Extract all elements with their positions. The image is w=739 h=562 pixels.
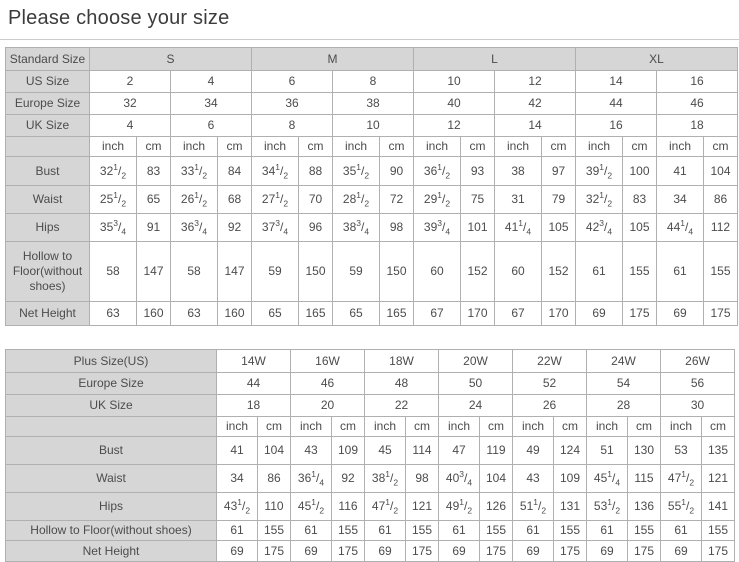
value-cell: inch <box>414 137 461 157</box>
value-cell: 83 <box>137 157 171 186</box>
value-cell: 6 <box>171 115 252 137</box>
value-cell: $35^1/_2$ <box>333 157 380 186</box>
value-cell: $36^3/_4$ <box>171 214 218 242</box>
value-cell: $27^1/_2$ <box>252 186 299 214</box>
value-cell: 16 <box>657 71 738 93</box>
table-row <box>6 157 738 186</box>
header-cell <box>6 137 90 157</box>
value-cell: 170 <box>461 302 495 326</box>
header-cell: Net Height <box>6 302 90 326</box>
value-cell: 61 <box>439 521 480 541</box>
value-cell: 67 <box>495 302 542 326</box>
value-cell: 52 <box>513 373 587 395</box>
value-cell: cm <box>218 137 252 157</box>
value-cell: 63 <box>90 302 137 326</box>
table-row <box>6 48 738 71</box>
value-cell: 98 <box>406 465 439 493</box>
value-cell: $51^1/_2$ <box>513 493 554 521</box>
value-cell: cm <box>702 417 735 437</box>
table-row <box>6 465 735 493</box>
value-cell: $43^1/_2$ <box>217 493 258 521</box>
header-cell: Waist <box>6 186 90 214</box>
value-cell: $53^1/_2$ <box>587 493 628 521</box>
header-cell: Bust <box>6 437 217 465</box>
value-cell: 69 <box>439 541 480 562</box>
value-cell: 40 <box>414 93 495 115</box>
value-cell: cm <box>461 137 495 157</box>
value-cell: 98 <box>380 214 414 242</box>
value-cell: 150 <box>380 242 414 302</box>
value-cell: 155 <box>623 242 657 302</box>
value-cell: 86 <box>258 465 291 493</box>
value-cell: 6 <box>252 71 333 93</box>
value-cell: 38 <box>495 157 542 186</box>
header-cell: Hollow to Floor(without shoes) <box>6 521 217 541</box>
table-row <box>6 115 738 137</box>
value-cell: 155 <box>258 521 291 541</box>
value-cell: 63 <box>171 302 218 326</box>
value-cell: 69 <box>365 541 406 562</box>
value-cell: 38 <box>333 93 414 115</box>
value-cell: 147 <box>218 242 252 302</box>
value-cell: $29^1/_2$ <box>414 186 461 214</box>
value-cell: 58 <box>171 242 218 302</box>
value-cell: inch <box>657 137 704 157</box>
value-cell: 104 <box>704 157 738 186</box>
value-cell: 69 <box>661 541 702 562</box>
value-cell: cm <box>542 137 576 157</box>
value-cell: 83 <box>623 186 657 214</box>
value-cell: $28^1/_2$ <box>333 186 380 214</box>
value-cell: cm <box>258 417 291 437</box>
value-cell: 79 <box>542 186 576 214</box>
value-cell: 92 <box>332 465 365 493</box>
value-cell: $37^3/_4$ <box>252 214 299 242</box>
plus-size-table-container <box>5 349 739 562</box>
header-cell: Net Height <box>6 541 217 562</box>
value-cell: 97 <box>542 157 576 186</box>
value-cell: 170 <box>542 302 576 326</box>
value-cell: 147 <box>137 242 171 302</box>
value-cell: 155 <box>554 521 587 541</box>
value-cell: 45 <box>365 437 406 465</box>
value-cell: 18 <box>217 395 291 417</box>
value-cell: $32^1/_2$ <box>90 157 137 186</box>
value-cell: 34 <box>657 186 704 214</box>
value-cell: 90 <box>380 157 414 186</box>
value-cell: 10 <box>414 71 495 93</box>
value-cell: 136 <box>628 493 661 521</box>
value-cell: cm <box>137 137 171 157</box>
value-cell: cm <box>554 417 587 437</box>
value-cell: $44^1/_4$ <box>657 214 704 242</box>
value-cell: 61 <box>587 521 628 541</box>
value-cell: 155 <box>628 521 661 541</box>
value-cell: 101 <box>461 214 495 242</box>
header-cell: Plus Size(US) <box>6 350 217 373</box>
header-cell: UK Size <box>6 115 90 137</box>
value-cell: $49^1/_2$ <box>439 493 480 521</box>
value-cell: cm <box>704 137 738 157</box>
value-cell: 41 <box>217 437 258 465</box>
value-cell: $36^1/_2$ <box>414 157 461 186</box>
header-cell: Waist <box>6 465 217 493</box>
value-cell: 44 <box>576 93 657 115</box>
value-cell: inch <box>439 417 480 437</box>
plus-size-table <box>5 349 735 562</box>
value-cell: 100 <box>623 157 657 186</box>
value-cell: 96 <box>299 214 333 242</box>
value-cell: 105 <box>542 214 576 242</box>
value-cell: 68 <box>218 186 252 214</box>
value-cell: inch <box>587 417 628 437</box>
value-cell: inch <box>291 417 332 437</box>
value-cell: 44 <box>217 373 291 395</box>
value-cell: 43 <box>513 465 554 493</box>
value-cell: 152 <box>542 242 576 302</box>
value-cell: 20W <box>439 350 513 373</box>
value-cell: 10 <box>333 115 414 137</box>
value-cell: $39^3/_4$ <box>414 214 461 242</box>
value-cell: 61 <box>513 521 554 541</box>
value-cell: 175 <box>554 541 587 562</box>
value-cell: 92 <box>218 214 252 242</box>
value-cell: $36^1/_4$ <box>291 465 332 493</box>
value-cell: 84 <box>218 157 252 186</box>
standard-size-table <box>5 47 738 326</box>
value-cell: 130 <box>628 437 661 465</box>
table-row <box>6 521 735 541</box>
table-row <box>6 373 735 395</box>
header-cell: Europe Size <box>6 373 217 395</box>
header-cell: Hollow to Floor(without shoes) <box>6 242 90 302</box>
value-cell: $45^1/_2$ <box>291 493 332 521</box>
value-cell: 175 <box>406 541 439 562</box>
value-cell: 110 <box>258 493 291 521</box>
value-cell: 18 <box>657 115 738 137</box>
value-cell: 34 <box>171 93 252 115</box>
value-cell: $41^1/_4$ <box>495 214 542 242</box>
value-cell: 59 <box>252 242 299 302</box>
value-cell: 42 <box>495 93 576 115</box>
value-cell: 26W <box>661 350 735 373</box>
value-cell: 75 <box>461 186 495 214</box>
table-row <box>6 137 738 157</box>
value-cell: 14 <box>576 71 657 93</box>
value-cell: 67 <box>414 302 461 326</box>
value-cell: 124 <box>554 437 587 465</box>
header-cell: XL <box>576 48 738 71</box>
value-cell: 152 <box>461 242 495 302</box>
value-cell: 22W <box>513 350 587 373</box>
value-cell: 20 <box>291 395 365 417</box>
value-cell: 34 <box>217 465 258 493</box>
value-cell: 12 <box>414 115 495 137</box>
value-cell: $40^3/_4$ <box>439 465 480 493</box>
value-cell: 32 <box>90 93 171 115</box>
value-cell: $39^1/_2$ <box>576 157 623 186</box>
value-cell: 51 <box>587 437 628 465</box>
value-cell: 69 <box>587 541 628 562</box>
value-cell: 50 <box>439 373 513 395</box>
value-cell: 53 <box>661 437 702 465</box>
value-cell: 8 <box>333 71 414 93</box>
value-cell: 60 <box>414 242 461 302</box>
value-cell: inch <box>365 417 406 437</box>
table-row <box>6 186 738 214</box>
value-cell: 165 <box>380 302 414 326</box>
table-row <box>6 242 738 302</box>
value-cell: 61 <box>661 521 702 541</box>
table-row <box>6 417 735 437</box>
header-cell: US Size <box>6 71 90 93</box>
value-cell: 175 <box>258 541 291 562</box>
header-cell: Europe Size <box>6 93 90 115</box>
value-cell: 30 <box>661 395 735 417</box>
table-row <box>6 350 735 373</box>
value-cell: 109 <box>332 437 365 465</box>
value-cell: $26^1/_2$ <box>171 186 218 214</box>
value-cell: 48 <box>365 373 439 395</box>
value-cell: 60 <box>495 242 542 302</box>
value-cell: 18W <box>365 350 439 373</box>
value-cell: 24 <box>439 395 513 417</box>
value-cell: $45^1/_4$ <box>587 465 628 493</box>
value-cell: 49 <box>513 437 554 465</box>
value-cell: 4 <box>171 71 252 93</box>
value-cell: 2 <box>90 71 171 93</box>
value-cell: cm <box>623 137 657 157</box>
table-row <box>6 493 735 521</box>
value-cell: 88 <box>299 157 333 186</box>
value-cell: cm <box>480 417 513 437</box>
value-cell: 14 <box>495 115 576 137</box>
value-cell: $42^3/_4$ <box>576 214 623 242</box>
value-cell: 91 <box>137 214 171 242</box>
value-cell: 36 <box>252 93 333 115</box>
value-cell: 41 <box>657 157 704 186</box>
value-cell: 175 <box>704 302 738 326</box>
value-cell: 150 <box>299 242 333 302</box>
value-cell: 58 <box>90 242 137 302</box>
value-cell: 155 <box>704 242 738 302</box>
value-cell: 126 <box>480 493 513 521</box>
value-cell: inch <box>576 137 623 157</box>
page-title: Please choose your size <box>8 7 230 29</box>
value-cell: 155 <box>332 521 365 541</box>
header-cell: L <box>414 48 576 71</box>
value-cell: 28 <box>587 395 661 417</box>
value-cell: 109 <box>554 465 587 493</box>
value-cell: 46 <box>291 373 365 395</box>
value-cell: 160 <box>218 302 252 326</box>
value-cell: 69 <box>513 541 554 562</box>
value-cell: $38^1/_2$ <box>365 465 406 493</box>
value-cell: 116 <box>332 493 365 521</box>
value-cell: 47 <box>439 437 480 465</box>
value-cell: 61 <box>217 521 258 541</box>
value-cell: 155 <box>406 521 439 541</box>
header-cell <box>6 417 217 437</box>
value-cell: 121 <box>406 493 439 521</box>
header-cell: Standard Size <box>6 48 90 71</box>
value-cell: 26 <box>513 395 587 417</box>
value-cell: 69 <box>291 541 332 562</box>
value-cell: $47^1/_2$ <box>365 493 406 521</box>
value-cell: 24W <box>587 350 661 373</box>
value-cell: inch <box>333 137 380 157</box>
value-cell: cm <box>332 417 365 437</box>
value-cell: 65 <box>252 302 299 326</box>
value-cell: 59 <box>333 242 380 302</box>
header-cell: UK Size <box>6 395 217 417</box>
value-cell: $33^1/_2$ <box>171 157 218 186</box>
header-cell: Hips <box>6 493 217 521</box>
value-cell: 61 <box>657 242 704 302</box>
value-cell: inch <box>495 137 542 157</box>
value-cell: 8 <box>252 115 333 137</box>
value-cell: 61 <box>576 242 623 302</box>
value-cell: $35^3/_4$ <box>90 214 137 242</box>
value-cell: cm <box>299 137 333 157</box>
value-cell: 119 <box>480 437 513 465</box>
value-cell: 43 <box>291 437 332 465</box>
value-cell: 65 <box>333 302 380 326</box>
value-cell: 31 <box>495 186 542 214</box>
value-cell: $38^3/_4$ <box>333 214 380 242</box>
value-cell: $55^1/_2$ <box>661 493 702 521</box>
value-cell: 105 <box>623 214 657 242</box>
header-cell: M <box>252 48 414 71</box>
value-cell: $47^1/_2$ <box>661 465 702 493</box>
value-cell: 16W <box>291 350 365 373</box>
value-cell: 104 <box>258 437 291 465</box>
value-cell: 4 <box>90 115 171 137</box>
title-divider <box>0 39 739 40</box>
value-cell: 175 <box>623 302 657 326</box>
value-cell: 46 <box>657 93 738 115</box>
value-cell: cm <box>628 417 661 437</box>
value-cell: 112 <box>704 214 738 242</box>
value-cell: 22 <box>365 395 439 417</box>
table-row <box>6 214 738 242</box>
value-cell: 160 <box>137 302 171 326</box>
header-cell: Bust <box>6 157 90 186</box>
value-cell: 141 <box>702 493 735 521</box>
value-cell: 165 <box>299 302 333 326</box>
value-cell: $32^1/_2$ <box>576 186 623 214</box>
value-cell: 114 <box>406 437 439 465</box>
value-cell: 175 <box>332 541 365 562</box>
value-cell: 135 <box>702 437 735 465</box>
standard-size-table-container <box>5 47 739 326</box>
value-cell: 72 <box>380 186 414 214</box>
value-cell: inch <box>217 417 258 437</box>
table-row <box>6 71 738 93</box>
value-cell: inch <box>252 137 299 157</box>
value-cell: 12 <box>495 71 576 93</box>
value-cell: 65 <box>137 186 171 214</box>
header-cell: S <box>90 48 252 71</box>
value-cell: $25^1/_2$ <box>90 186 137 214</box>
value-cell: 175 <box>628 541 661 562</box>
value-cell: 69 <box>576 302 623 326</box>
value-cell: inch <box>90 137 137 157</box>
table-row <box>6 93 738 115</box>
value-cell: $34^1/_2$ <box>252 157 299 186</box>
value-cell: 155 <box>702 521 735 541</box>
value-cell: cm <box>406 417 439 437</box>
value-cell: inch <box>171 137 218 157</box>
value-cell: 69 <box>657 302 704 326</box>
value-cell: 70 <box>299 186 333 214</box>
value-cell: 16 <box>576 115 657 137</box>
value-cell: 115 <box>628 465 661 493</box>
value-cell: 175 <box>702 541 735 562</box>
header-cell: Hips <box>6 214 90 242</box>
value-cell: 121 <box>702 465 735 493</box>
value-cell: 86 <box>704 186 738 214</box>
table-row <box>6 541 735 562</box>
table-row <box>6 302 738 326</box>
value-cell: 155 <box>480 521 513 541</box>
value-cell: 54 <box>587 373 661 395</box>
value-cell: 175 <box>480 541 513 562</box>
value-cell: 61 <box>365 521 406 541</box>
value-cell: 131 <box>554 493 587 521</box>
value-cell: 61 <box>291 521 332 541</box>
value-cell: inch <box>661 417 702 437</box>
value-cell: 56 <box>661 373 735 395</box>
value-cell: 93 <box>461 157 495 186</box>
value-cell: 69 <box>217 541 258 562</box>
value-cell: inch <box>513 417 554 437</box>
table-row <box>6 437 735 465</box>
value-cell: 14W <box>217 350 291 373</box>
table-row <box>6 395 735 417</box>
value-cell: cm <box>380 137 414 157</box>
value-cell: 104 <box>480 465 513 493</box>
